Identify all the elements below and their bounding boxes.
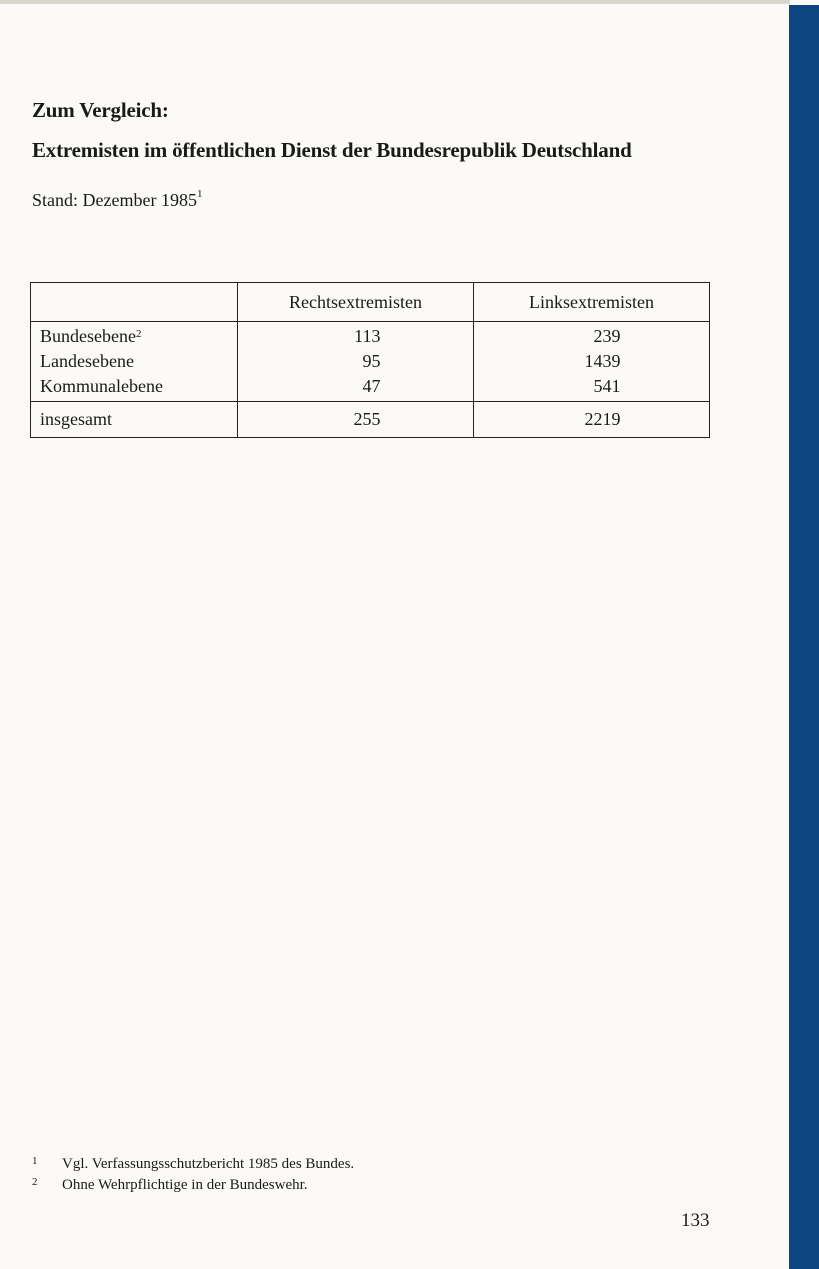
total-label: insgesamt [40,409,112,429]
table-header-row [31,283,709,322]
table-cell: 47 [362,376,381,396]
title-line-2: Extremisten im öffentlichen Dienst der Bundesrepublik Deutschland [32,138,632,162]
header-rechtsextremisten: Rechtsextremisten [237,283,473,321]
table-body [31,322,709,402]
label-landesebene: Landesebene [40,351,134,371]
stand-footnote-ref: 1 [196,188,203,200]
table-row-label [40,374,237,399]
extremists-table [30,282,710,438]
footnotes [32,1154,354,1196]
table-cell: 113 [354,326,381,346]
header-empty-cell [31,283,237,321]
title-line-1: Zum Vergleich: [32,98,169,122]
table-cell: 541 [593,376,621,396]
book-spine-edge [789,5,819,1269]
footnote-1 [32,1154,354,1175]
table-row-label [40,324,237,349]
footnote-text: Vgl. Verfassungsschutzbericht 1985 des Bundes. [62,1156,355,1172]
table-row-label [40,349,237,374]
rechts-values [237,322,473,401]
links-values [473,322,709,401]
stand-text: Stand: Dezember 1985 [32,190,197,210]
table-cell: 239 [593,326,621,346]
footnote-mark: 1 [32,1155,38,1167]
footnote-mark: 2 [32,1176,38,1188]
footnote-text: Ohne Wehrpflichtige in der Bundeswehr. [62,1177,308,1193]
bundesebene-footnote-ref: 2 [135,328,142,340]
table-cell: 255 [353,409,381,429]
page-number: 133 [681,1210,710,1231]
label-bundesebene: Bundesebene [40,326,136,346]
stand-date [32,190,202,211]
total-links [473,402,709,437]
total-rechts [237,402,473,437]
label-kommunalebene: Kommunalebene [40,376,163,396]
row-labels [31,322,237,401]
page-top-edge [0,0,790,4]
table-cell: 1439 [584,351,621,371]
footnote-2 [32,1175,354,1196]
table-cell: 95 [362,351,381,371]
header-linksextremisten: Linksextremisten [473,283,709,321]
table-total-row [31,402,709,437]
table-cell: 2219 [584,409,621,429]
